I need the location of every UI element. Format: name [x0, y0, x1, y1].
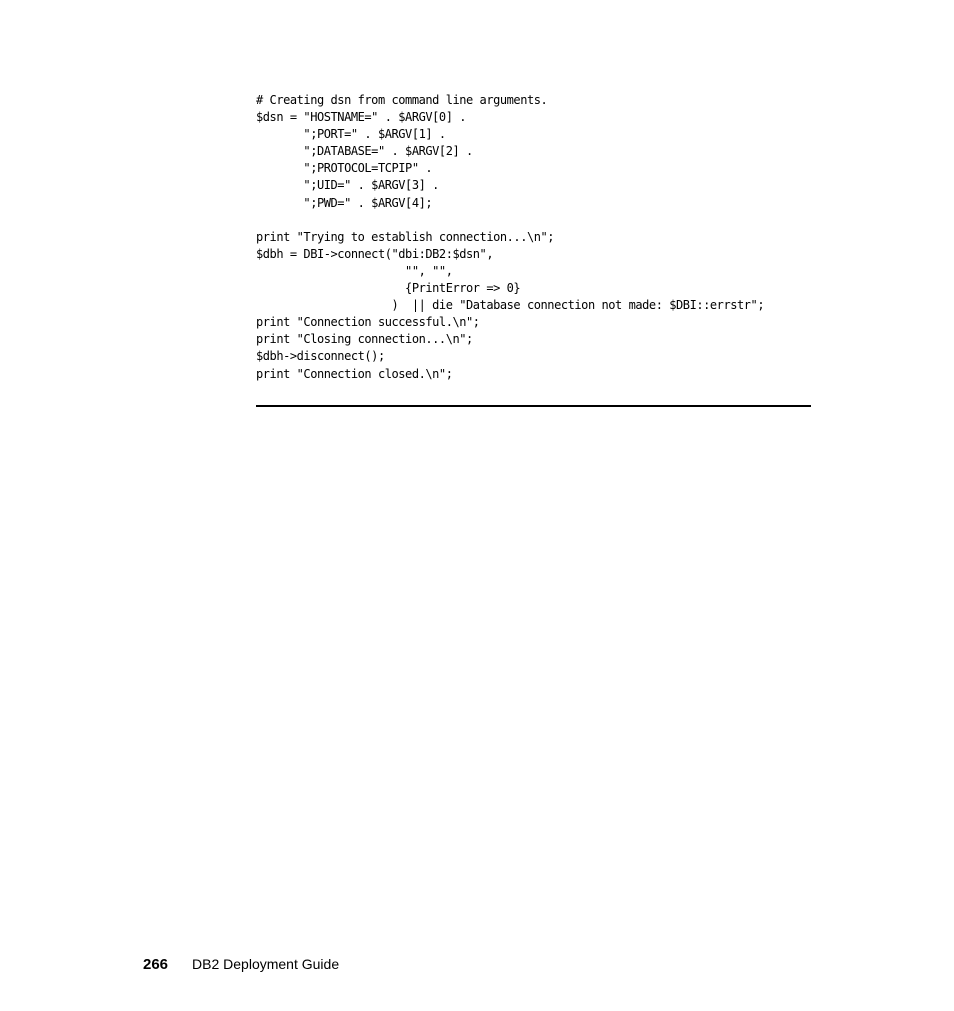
page-number: 266	[143, 956, 169, 973]
page-footer	[143, 955, 339, 974]
code-line: ";DATABASE=" . $ARGV[2] .	[256, 144, 473, 159]
book-title: DB2 Deployment Guide	[192, 956, 340, 972]
code-line: {PrintError => 0}	[256, 281, 521, 296]
code-line: $dbh = DBI->connect("dbi:DB2:$dsn",	[256, 246, 494, 261]
code-line: print "Connection closed.\n";	[256, 366, 453, 381]
code-line: print "Closing connection...\n";	[256, 332, 473, 347]
code-line: ) || die "Database connection not made: $DBI::errstr";	[256, 298, 765, 313]
code-line: ";PWD=" . $ARGV[4];	[256, 195, 433, 210]
code-line: $dbh->disconnect();	[256, 349, 385, 364]
code-line: ";PORT=" . $ARGV[1] .	[256, 127, 446, 142]
code-line	[256, 212, 764, 229]
code-line: print "Connection successful.\n";	[256, 315, 480, 330]
listing-end-rule	[256, 405, 811, 407]
code-line: print "Trying to establish connection...\n";	[256, 229, 555, 244]
code-line: "", "",	[256, 263, 453, 278]
code-line: $dsn = "HOSTNAME=" . $ARGV[0] .	[256, 110, 467, 125]
code-line: # Creating dsn from command line arguments.	[256, 93, 548, 107]
code-line: ";PROTOCOL=TCPIP" .	[256, 161, 433, 176]
code-listing	[256, 92, 764, 383]
code-line: ";UID=" . $ARGV[3] .	[256, 178, 439, 193]
